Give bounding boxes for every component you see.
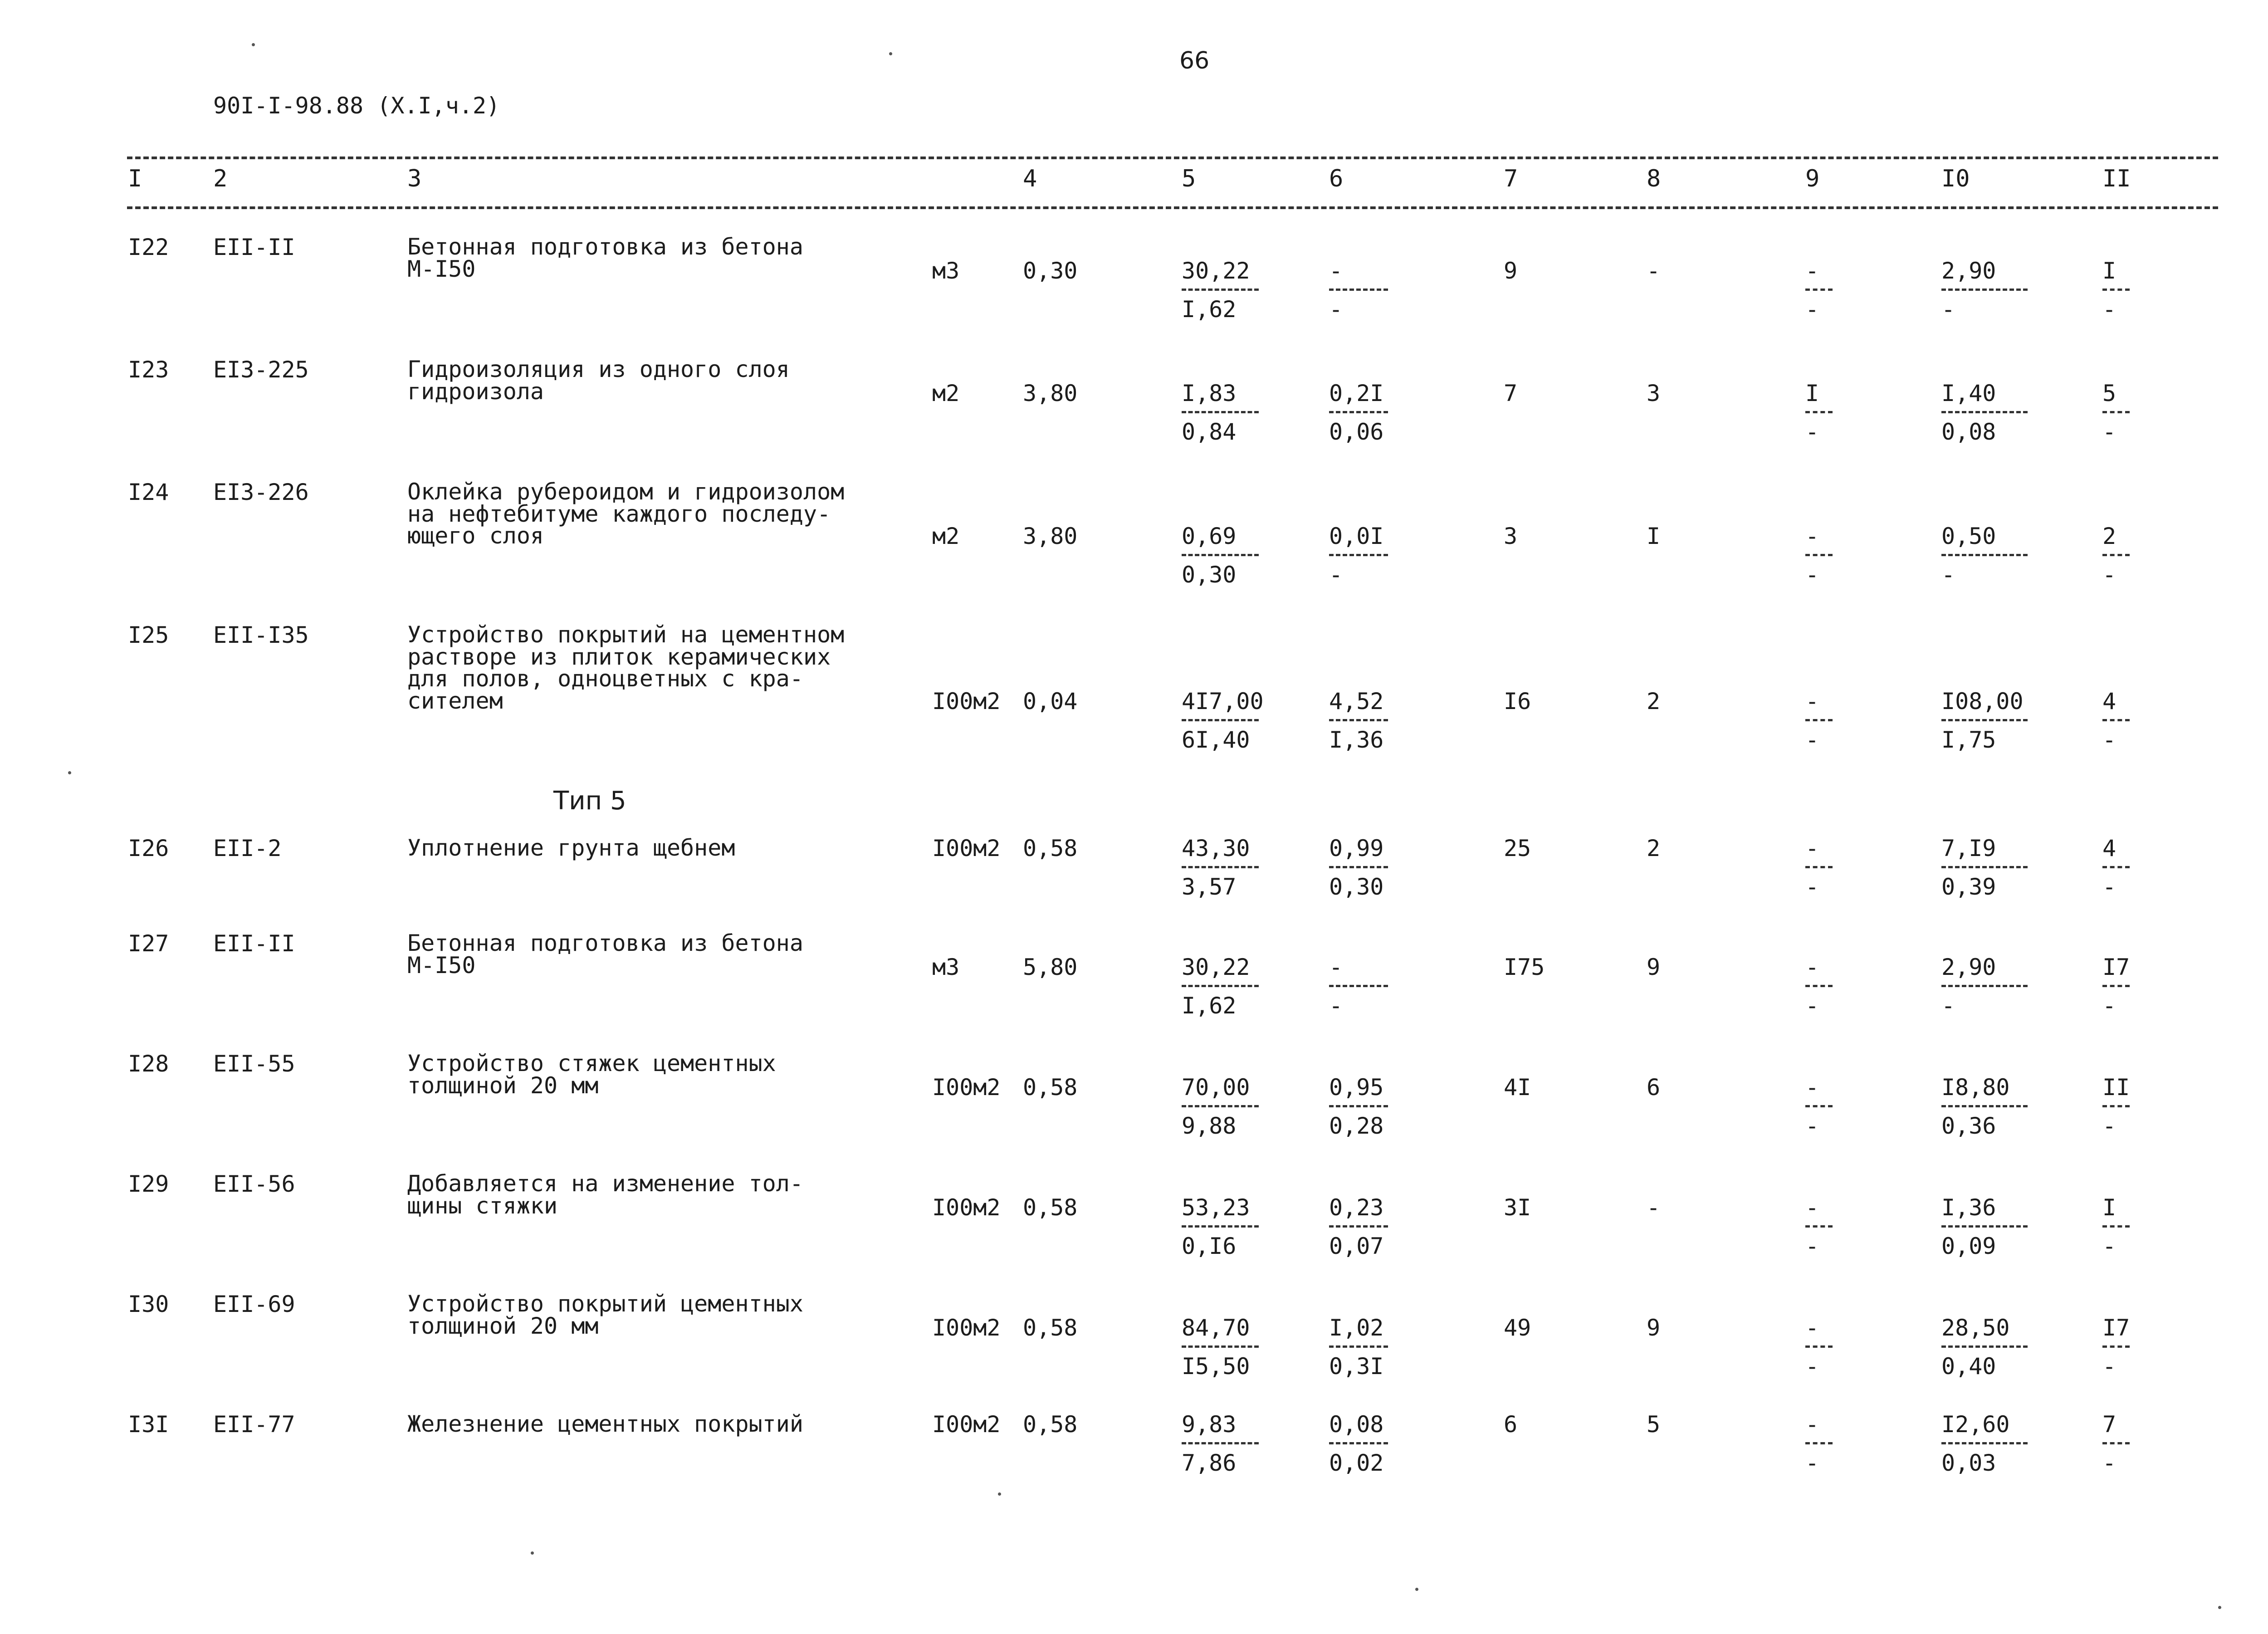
rate-code: EII-77 <box>213 1411 295 1438</box>
fraction-numerator: 0,08 <box>1329 1411 1384 1438</box>
fraction-bar <box>2102 1442 2130 1444</box>
quantity: 3,80 <box>1023 380 1078 406</box>
column-7-value: 9 <box>1504 258 1518 284</box>
fraction-c9 <box>1805 690 1833 751</box>
fraction-denominator: - <box>1805 419 1819 445</box>
fraction-denominator: - <box>1805 727 1819 753</box>
fraction-c11 <box>2102 690 2130 751</box>
fraction-c10 <box>1941 1076 2028 1137</box>
fraction-denominator: - <box>1941 562 1955 588</box>
header-bottom-rule <box>127 206 2218 209</box>
fraction-bar <box>1941 289 2028 291</box>
fraction-c9 <box>1805 1413 1833 1474</box>
fraction-bar <box>1182 719 1259 721</box>
fraction-bar <box>1941 719 2028 721</box>
fraction-denominator: - <box>1805 296 1819 323</box>
fraction-c6 <box>1329 259 1388 321</box>
column-header-5: 5 <box>1182 165 1196 192</box>
fraction-numerator: 0,99 <box>1329 835 1384 861</box>
column-8-value: 2 <box>1647 835 1661 861</box>
fraction-bar <box>1329 866 1388 868</box>
fraction-bar <box>1182 1442 1259 1444</box>
rate-code: EI3-226 <box>213 479 309 505</box>
fraction-numerator: 28,50 <box>1941 1315 2010 1341</box>
fraction-bar <box>1941 1225 2028 1228</box>
scan-speck <box>531 1551 534 1555</box>
fraction-c6 <box>1329 525 1388 586</box>
fraction-c10 <box>1941 956 2028 1017</box>
work-description: Бетонная подготовка из бетона М-I50 <box>407 930 803 978</box>
fraction-c5 <box>1182 1316 1259 1378</box>
fraction-denominator: - <box>1329 993 1343 1019</box>
work-description: Устройство покрытий цементных толщиной 20 мм <box>407 1291 803 1339</box>
fraction-denominator: - <box>2102 727 2116 753</box>
rate-code: EII-II <box>213 930 295 957</box>
fraction-c10 <box>1941 690 2028 751</box>
column-header-9: 9 <box>1805 165 1820 192</box>
work-description: Оклейка рубероидом и гидроизолом на нефтебитуме каждого последу- ющего слоя <box>407 479 845 549</box>
fraction-denominator: 0,03 <box>1941 1450 1996 1476</box>
fraction-denominator: - <box>1941 993 1955 1019</box>
scan-speck <box>68 771 71 774</box>
fraction-denominator: - <box>2102 1353 2116 1380</box>
fraction-c9 <box>1805 382 1833 443</box>
fraction-c6 <box>1329 690 1388 751</box>
fraction-bar <box>1182 985 1259 987</box>
fraction-numerator: 0,0I <box>1329 523 1384 549</box>
fraction-denominator: - <box>1805 1113 1819 1139</box>
work-description: Уплотнение грунта щебнем <box>407 835 735 861</box>
fraction-denominator: - <box>2102 1233 2116 1259</box>
column-header-6: 6 <box>1329 165 1344 192</box>
scan-speck <box>2218 1606 2221 1609</box>
fraction-denominator: - <box>1329 562 1343 588</box>
fraction-c5 <box>1182 837 1259 898</box>
fraction-denominator: - <box>1805 562 1819 588</box>
column-8-value: I <box>1647 523 1661 549</box>
fraction-c10 <box>1941 837 2028 898</box>
fraction-c9 <box>1805 525 1833 586</box>
fraction-c9 <box>1805 837 1833 898</box>
fraction-c11 <box>2102 1316 2130 1378</box>
fraction-bar <box>2102 411 2130 413</box>
fraction-denominator: - <box>1805 874 1819 900</box>
fraction-numerator: 4,52 <box>1329 688 1384 714</box>
fraction-numerator: - <box>1805 688 1819 714</box>
fraction-c11 <box>2102 837 2130 898</box>
fraction-c5 <box>1182 525 1259 586</box>
fraction-bar <box>2102 1345 2130 1348</box>
page-number: 66 <box>1179 47 1210 74</box>
fraction-denominator: - <box>1805 1233 1819 1259</box>
quantity: 0,30 <box>1023 258 1078 284</box>
fraction-denominator: 6I,40 <box>1182 727 1250 753</box>
fraction-denominator: - <box>1329 296 1343 323</box>
fraction-denominator: 0,I6 <box>1182 1233 1237 1259</box>
fraction-c6 <box>1329 1413 1388 1474</box>
work-description: Добавляется на изменение тол- щины стяжки <box>407 1170 803 1219</box>
fraction-numerator: I,40 <box>1941 380 1996 406</box>
fraction-c5 <box>1182 956 1259 1017</box>
fraction-numerator: I8,80 <box>1941 1074 2010 1101</box>
fraction-bar <box>1329 1345 1388 1348</box>
row-number: I26 <box>128 835 169 861</box>
fraction-bar <box>1182 1105 1259 1107</box>
fraction-c5 <box>1182 1196 1259 1257</box>
fraction-numerator: I08,00 <box>1941 688 2024 714</box>
row-number: I25 <box>128 622 169 648</box>
column-header-4: 4 <box>1023 165 1037 192</box>
fraction-denominator: - <box>2102 296 2116 323</box>
work-description: Бетонная подготовка из бетона М-I50 <box>407 234 803 282</box>
fraction-bar <box>1941 554 2028 556</box>
fraction-numerator: 0,95 <box>1329 1074 1384 1101</box>
fraction-denominator: 0,02 <box>1329 1450 1384 1476</box>
fraction-denominator: 0,40 <box>1941 1353 1996 1380</box>
column-header-8: 8 <box>1647 165 1661 192</box>
column-8-value: 9 <box>1647 954 1661 980</box>
row-number: I30 <box>128 1291 169 1317</box>
fraction-numerator: - <box>1805 1074 1819 1101</box>
unit-of-measure: м2 <box>932 380 960 406</box>
unit-of-measure: м2 <box>932 523 960 549</box>
fraction-c5 <box>1182 690 1264 751</box>
column-7-value: 6 <box>1504 1411 1518 1438</box>
fraction-bar <box>1329 1225 1388 1228</box>
fraction-numerator: 2,90 <box>1941 258 1996 284</box>
fraction-numerator: 0,69 <box>1182 523 1237 549</box>
work-description: Железнение цементных покрытий <box>407 1411 803 1437</box>
column-7-value: 49 <box>1504 1315 1531 1341</box>
fraction-c10 <box>1941 1413 2028 1474</box>
column-header-1: I <box>128 165 142 192</box>
fraction-numerator: 7 <box>2102 1411 2116 1438</box>
fraction-bar <box>1329 554 1388 556</box>
rate-code: EI3-225 <box>213 357 309 383</box>
fraction-bar <box>1941 411 2028 413</box>
fraction-numerator: - <box>1805 835 1819 861</box>
quantity: 0,58 <box>1023 1074 1078 1101</box>
fraction-denominator: 7,86 <box>1182 1450 1237 1476</box>
fraction-c11 <box>2102 1076 2130 1137</box>
fraction-denominator: - <box>2102 1113 2116 1139</box>
fraction-numerator: 0,23 <box>1329 1194 1384 1221</box>
column-header-11: II <box>2102 165 2131 192</box>
fraction-denominator: 0,30 <box>1182 562 1237 588</box>
fraction-numerator: 4I7,00 <box>1182 688 1264 714</box>
column-8-value: 5 <box>1647 1411 1661 1438</box>
fraction-numerator: 43,30 <box>1182 835 1250 861</box>
fraction-denominator: 0,36 <box>1941 1113 1996 1139</box>
fraction-denominator: - <box>1805 1353 1819 1380</box>
quantity: 0,58 <box>1023 1315 1078 1341</box>
row-number: I29 <box>128 1171 169 1197</box>
fraction-numerator: - <box>1805 1194 1819 1221</box>
fraction-c9 <box>1805 956 1833 1017</box>
fraction-numerator: 9,83 <box>1182 1411 1237 1438</box>
column-7-value: 3 <box>1504 523 1518 549</box>
fraction-numerator: 4 <box>2102 835 2116 861</box>
quantity: 0,58 <box>1023 1194 1078 1221</box>
fraction-bar <box>1329 1442 1388 1444</box>
scan-speck <box>889 52 892 55</box>
unit-of-measure: I00м2 <box>932 835 1001 861</box>
fraction-c5 <box>1182 1413 1259 1474</box>
fraction-c6 <box>1329 956 1388 1017</box>
fraction-c11 <box>2102 1413 2130 1474</box>
fraction-numerator: II <box>2102 1074 2130 1101</box>
fraction-c11 <box>2102 525 2130 586</box>
scan-speck <box>998 1492 1001 1496</box>
fraction-bar <box>1941 985 2028 987</box>
unit-of-measure: I00м2 <box>932 688 1001 714</box>
column-8-value: 6 <box>1647 1074 1661 1101</box>
fraction-numerator: - <box>1805 1315 1819 1341</box>
fraction-bar <box>2102 554 2130 556</box>
fraction-c5 <box>1182 1076 1259 1137</box>
fraction-bar <box>1941 866 2028 868</box>
column-7-value: 7 <box>1504 380 1518 406</box>
fraction-numerator: - <box>1329 258 1343 284</box>
rate-code: EII-I35 <box>213 622 309 648</box>
column-header-7: 7 <box>1504 165 1518 192</box>
unit-of-measure: I00м2 <box>932 1411 1001 1438</box>
rate-code: EII-2 <box>213 835 282 861</box>
fraction-bar <box>2102 719 2130 721</box>
fraction-denominator: 0,09 <box>1941 1233 1996 1259</box>
quantity: 3,80 <box>1023 523 1078 549</box>
fraction-bar <box>1805 411 1833 413</box>
row-number: I23 <box>128 357 169 383</box>
fraction-denominator: 0,30 <box>1329 874 1384 900</box>
fraction-numerator: I <box>1805 380 1819 406</box>
fraction-bar <box>1805 554 1833 556</box>
fraction-denominator: - <box>2102 562 2116 588</box>
fraction-bar <box>1941 1345 2028 1348</box>
fraction-bar <box>1329 1105 1388 1107</box>
fraction-denominator: 0,06 <box>1329 419 1384 445</box>
fraction-numerator: 7,I9 <box>1941 835 1996 861</box>
fraction-denominator: - <box>1805 993 1819 1019</box>
fraction-denominator: 3,57 <box>1182 874 1237 900</box>
fraction-bar <box>1329 289 1388 291</box>
fraction-c6 <box>1329 1316 1388 1378</box>
quantity: 0,04 <box>1023 688 1078 714</box>
header-top-rule <box>127 157 2218 159</box>
fraction-denominator: I,62 <box>1182 993 1237 1019</box>
fraction-bar <box>1805 719 1833 721</box>
fraction-denominator: - <box>1941 296 1955 323</box>
unit-of-measure: I00м2 <box>932 1074 1001 1101</box>
fraction-denominator: - <box>2102 874 2116 900</box>
fraction-numerator: I <box>2102 1194 2116 1221</box>
column-header-2: 2 <box>213 165 228 192</box>
column-8-value: 9 <box>1647 1315 1661 1341</box>
fraction-numerator: I2,60 <box>1941 1411 2010 1438</box>
fraction-c6 <box>1329 1196 1388 1257</box>
fraction-bar <box>1329 985 1388 987</box>
fraction-numerator: 5 <box>2102 380 2116 406</box>
fraction-denominator: 0,07 <box>1329 1233 1384 1259</box>
scan-speck <box>252 43 255 46</box>
row-number: I28 <box>128 1051 169 1077</box>
document-reference: 90I-I-98.88 (X.I,ч.2) <box>213 93 500 119</box>
fraction-bar <box>1182 289 1259 291</box>
column-header-3: 3 <box>407 165 422 192</box>
fraction-c11 <box>2102 1196 2130 1257</box>
fraction-numerator: 84,70 <box>1182 1315 1250 1341</box>
fraction-bar <box>1182 1345 1259 1348</box>
fraction-denominator: 0,39 <box>1941 874 1996 900</box>
fraction-c10 <box>1941 382 2028 443</box>
row-number: I24 <box>128 479 169 505</box>
section-title: Тип 5 <box>553 786 626 816</box>
fraction-denominator: - <box>2102 419 2116 445</box>
fraction-numerator: I <box>2102 258 2116 284</box>
fraction-bar <box>1182 1225 1259 1228</box>
fraction-numerator: - <box>1805 954 1819 980</box>
fraction-bar <box>2102 1225 2130 1228</box>
fraction-bar <box>1329 411 1388 413</box>
fraction-denominator: I,75 <box>1941 727 1996 753</box>
rate-code: EII-55 <box>213 1051 295 1077</box>
fraction-numerator: 0,2I <box>1329 380 1384 406</box>
fraction-c6 <box>1329 1076 1388 1137</box>
fraction-denominator: I,62 <box>1182 296 1237 323</box>
fraction-c5 <box>1182 259 1259 321</box>
fraction-denominator: 9,88 <box>1182 1113 1237 1139</box>
fraction-numerator: 0,50 <box>1941 523 1996 549</box>
fraction-c11 <box>2102 259 2130 321</box>
fraction-denominator: 0,84 <box>1182 419 1237 445</box>
column-header-10: I0 <box>1941 165 1970 192</box>
row-number: I3I <box>128 1411 169 1438</box>
fraction-numerator: I,83 <box>1182 380 1237 406</box>
fraction-bar <box>1182 554 1259 556</box>
row-number: I27 <box>128 930 169 957</box>
fraction-numerator: - <box>1329 954 1343 980</box>
column-7-value: I75 <box>1504 954 1545 980</box>
fraction-denominator: - <box>2102 993 2116 1019</box>
fraction-numerator: 2,90 <box>1941 954 1996 980</box>
fraction-c11 <box>2102 382 2130 443</box>
work-description: Устройство стяжек цементных толщиной 20 мм <box>407 1050 776 1099</box>
fraction-numerator: I,02 <box>1329 1315 1384 1341</box>
column-7-value: I6 <box>1504 688 1531 714</box>
row-number: I22 <box>128 234 169 260</box>
fraction-c6 <box>1329 382 1388 443</box>
fraction-numerator: - <box>1805 523 1819 549</box>
unit-of-measure: м3 <box>932 954 960 980</box>
fraction-denominator: 0,3I <box>1329 1353 1384 1380</box>
rate-code: EII-69 <box>213 1291 295 1317</box>
fraction-bar <box>1805 289 1833 291</box>
fraction-denominator: 0,28 <box>1329 1113 1384 1139</box>
column-7-value: 4I <box>1504 1074 1531 1101</box>
fraction-numerator: I,36 <box>1941 1194 1996 1221</box>
fraction-c5 <box>1182 382 1259 443</box>
fraction-c10 <box>1941 1316 2028 1378</box>
fraction-bar <box>1805 1345 1833 1348</box>
fraction-bar <box>2102 985 2130 987</box>
fraction-bar <box>2102 1105 2130 1107</box>
column-8-value: 2 <box>1647 688 1661 714</box>
fraction-bar <box>1182 411 1259 413</box>
scan-speck <box>1415 1588 1418 1591</box>
column-8-value: - <box>1647 258 1661 284</box>
quantity: 0,58 <box>1023 835 1078 861</box>
fraction-numerator: - <box>1805 258 1819 284</box>
fraction-c11 <box>2102 956 2130 1017</box>
fraction-c9 <box>1805 1196 1833 1257</box>
fraction-denominator: I,36 <box>1329 727 1384 753</box>
fraction-bar <box>1182 866 1259 868</box>
unit-of-measure: I00м2 <box>932 1315 1001 1341</box>
fraction-bar <box>1805 866 1833 868</box>
column-8-value: 3 <box>1647 380 1661 406</box>
fraction-denominator: - <box>2102 1450 2116 1476</box>
fraction-bar <box>1941 1105 2028 1107</box>
fraction-denominator: 0,08 <box>1941 419 1996 445</box>
fraction-denominator: - <box>1805 1450 1819 1476</box>
fraction-numerator: I7 <box>2102 954 2130 980</box>
quantity: 5,80 <box>1023 954 1078 980</box>
fraction-numerator: 4 <box>2102 688 2116 714</box>
column-8-value: - <box>1647 1194 1661 1221</box>
unit-of-measure: I00м2 <box>932 1194 1001 1221</box>
fraction-bar <box>1329 719 1388 721</box>
fraction-bar <box>1805 1442 1833 1444</box>
fraction-bar <box>2102 866 2130 868</box>
fraction-numerator: I7 <box>2102 1315 2130 1341</box>
fraction-numerator: 30,22 <box>1182 954 1250 980</box>
work-description: Устройство покрытий на цементном растворе из плиток керамических для полов, одноцветных с кра- сителем <box>407 621 845 714</box>
column-7-value: 25 <box>1504 835 1531 861</box>
fraction-c10 <box>1941 259 2028 321</box>
fraction-bar <box>1805 985 1833 987</box>
fraction-c9 <box>1805 1316 1833 1378</box>
column-7-value: 3I <box>1504 1194 1531 1221</box>
unit-of-measure: м3 <box>932 258 960 284</box>
fraction-c10 <box>1941 1196 2028 1257</box>
fraction-numerator: 53,23 <box>1182 1194 1250 1221</box>
fraction-numerator: 70,00 <box>1182 1074 1250 1101</box>
fraction-numerator: 30,22 <box>1182 258 1250 284</box>
quantity: 0,58 <box>1023 1411 1078 1438</box>
work-description: Гидроизоляция из одного слоя гидроизола <box>407 356 790 405</box>
fraction-c9 <box>1805 1076 1833 1137</box>
fraction-numerator: - <box>1805 1411 1819 1438</box>
fraction-bar <box>1941 1442 2028 1444</box>
fraction-bar <box>2102 289 2130 291</box>
rate-code: EII-II <box>213 234 295 260</box>
fraction-denominator: I5,50 <box>1182 1353 1250 1380</box>
fraction-numerator: 2 <box>2102 523 2116 549</box>
fraction-bar <box>1805 1105 1833 1107</box>
fraction-c10 <box>1941 525 2028 586</box>
fraction-c6 <box>1329 837 1388 898</box>
rate-code: EII-56 <box>213 1171 295 1197</box>
fraction-c9 <box>1805 259 1833 321</box>
fraction-bar <box>1805 1225 1833 1228</box>
